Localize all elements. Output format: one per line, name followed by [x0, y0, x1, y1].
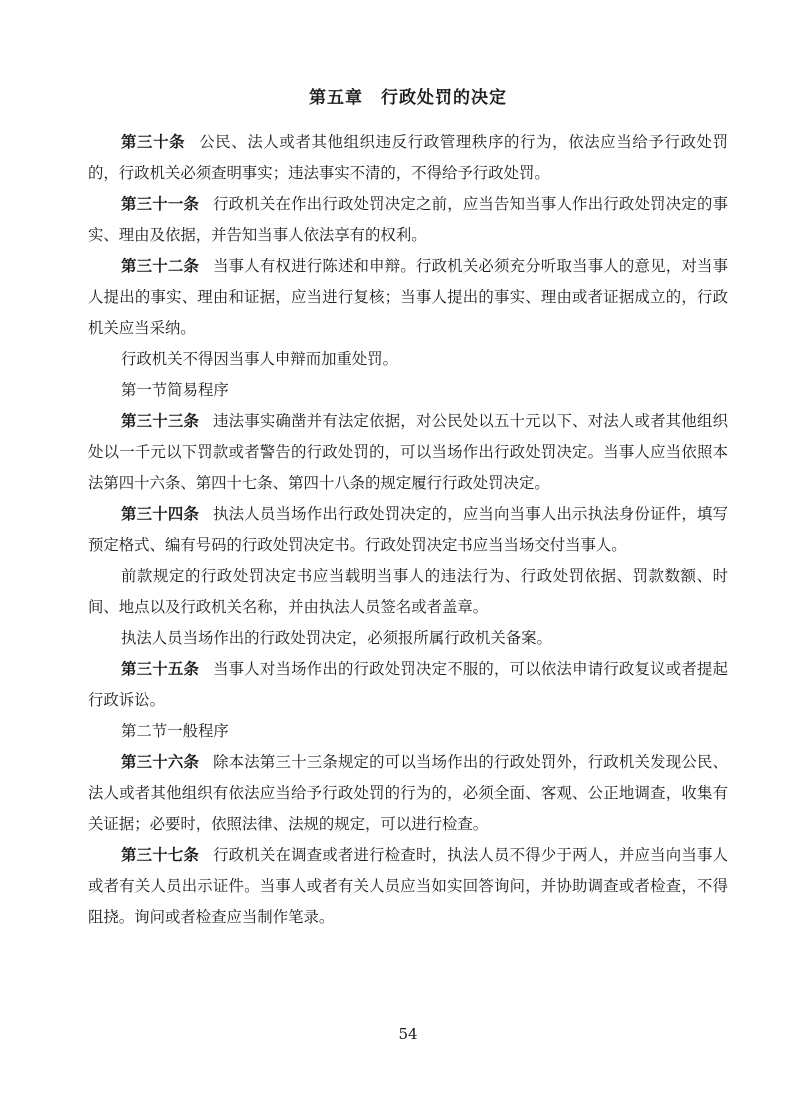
- paragraph-text: 行政机关不得因当事人申辩而加重处罚。: [121, 350, 399, 368]
- paragraph-text: 执法人员当场作出的行政处罚决定，必须报所属行政机关备案。: [121, 629, 552, 647]
- document-body: [88, 127, 728, 933]
- article-number: 第三十二条: [121, 257, 200, 275]
- chapter-title: 第五章 行政处罚的决定: [309, 88, 507, 108]
- article-text: 行政机关在调查或者进行检查时，执法人员不得少于两人，并应当向当事人或者有关人员出示证件。当事人或者有关人员应当如实回答询问，并协助调查或者检查，不得阻挠。询问或者检查应当制作笔录。: [88, 846, 728, 926]
- paragraph-article-30: [88, 127, 728, 189]
- paragraph-article-34-clause-3: [88, 623, 728, 654]
- article-text: 执法人员当场作出行政处罚决定的，应当向当事人出示执法身份证件，填写预定格式、编有号码的行政处罚决定书。行政处罚决定书应当当场交付当事人。: [88, 505, 728, 554]
- section-heading-text: 第一节简易程序: [121, 381, 229, 399]
- section-heading-text: 第二节一般程序: [121, 722, 229, 740]
- paragraph-article-34: [88, 499, 728, 561]
- article-text: 当事人有权进行陈述和申辩。行政机关必须充分听取当事人的意见，对当事人提出的事实、理由和证据，应当进行复核；当事人提出的事实、理由或者证据成立的，行政机关应当采纳。: [88, 257, 728, 337]
- article-number: 第三十七条: [121, 846, 200, 864]
- section-heading-general-procedure: [88, 716, 728, 747]
- article-number: 第三十条: [121, 133, 186, 151]
- paragraph-article-32: [88, 251, 728, 344]
- paragraph-article-31: [88, 189, 728, 251]
- article-number: 第三十三条: [121, 412, 200, 430]
- article-number: 第三十五条: [121, 660, 200, 678]
- paragraph-article-37: [88, 840, 728, 933]
- article-text: 当事人对当场作出的行政处罚决定不服的，可以依法申请行政复议或者提起行政诉讼。: [88, 660, 728, 709]
- paragraph-text: 前款规定的行政处罚决定书应当载明当事人的违法行为、行政处罚依据、罚款数额、时间、地点以及行政机关名称，并由执法人员签名或者盖章。: [88, 567, 728, 616]
- article-text: 违法事实确凿并有法定依据，对公民处以五十元以下、对法人或者其他组织处以一千元以下罚款或者警告的行政处罚的，可以当场作出行政处罚决定。当事人应当依照本法第四十六条、第四十七条、第四十八条的规定履行行政处罚决定。: [88, 412, 728, 492]
- paragraph-article-33: [88, 406, 728, 499]
- article-number: 第三十四条: [121, 505, 200, 523]
- article-text: 行政机关在作出行政处罚决定之前，应当告知当事人作出行政处罚决定的事实、理由及依据，并告知当事人依法享有的权利。: [88, 195, 728, 244]
- article-number: 第三十六条: [121, 753, 200, 771]
- article-number: 第三十一条: [121, 195, 200, 213]
- section-heading-simple-procedure: [88, 375, 728, 406]
- article-text: 除本法第三十三条规定的可以当场作出的行政处罚外，行政机关发现公民、法人或者其他组织有依法应当给予行政处罚的行为的，必须全面、客观、公正地调查，收集有关证据；必要时，依照法律、法规的规定，可以进行检查。: [88, 753, 728, 833]
- page-number: 54: [398, 1025, 418, 1043]
- paragraph-article-35: [88, 654, 728, 716]
- paragraph-article-36: [88, 747, 728, 840]
- document-page: [88, 0, 728, 1099]
- article-text: 公民、法人或者其他组织违反行政管理秩序的行为，依法应当给予行政处罚的，行政机关必须查明事实；违法事实不清的，不得给予行政处罚。: [88, 133, 728, 182]
- paragraph-article-32-clause: [88, 344, 728, 375]
- paragraph-article-34-clause-2: [88, 561, 728, 623]
